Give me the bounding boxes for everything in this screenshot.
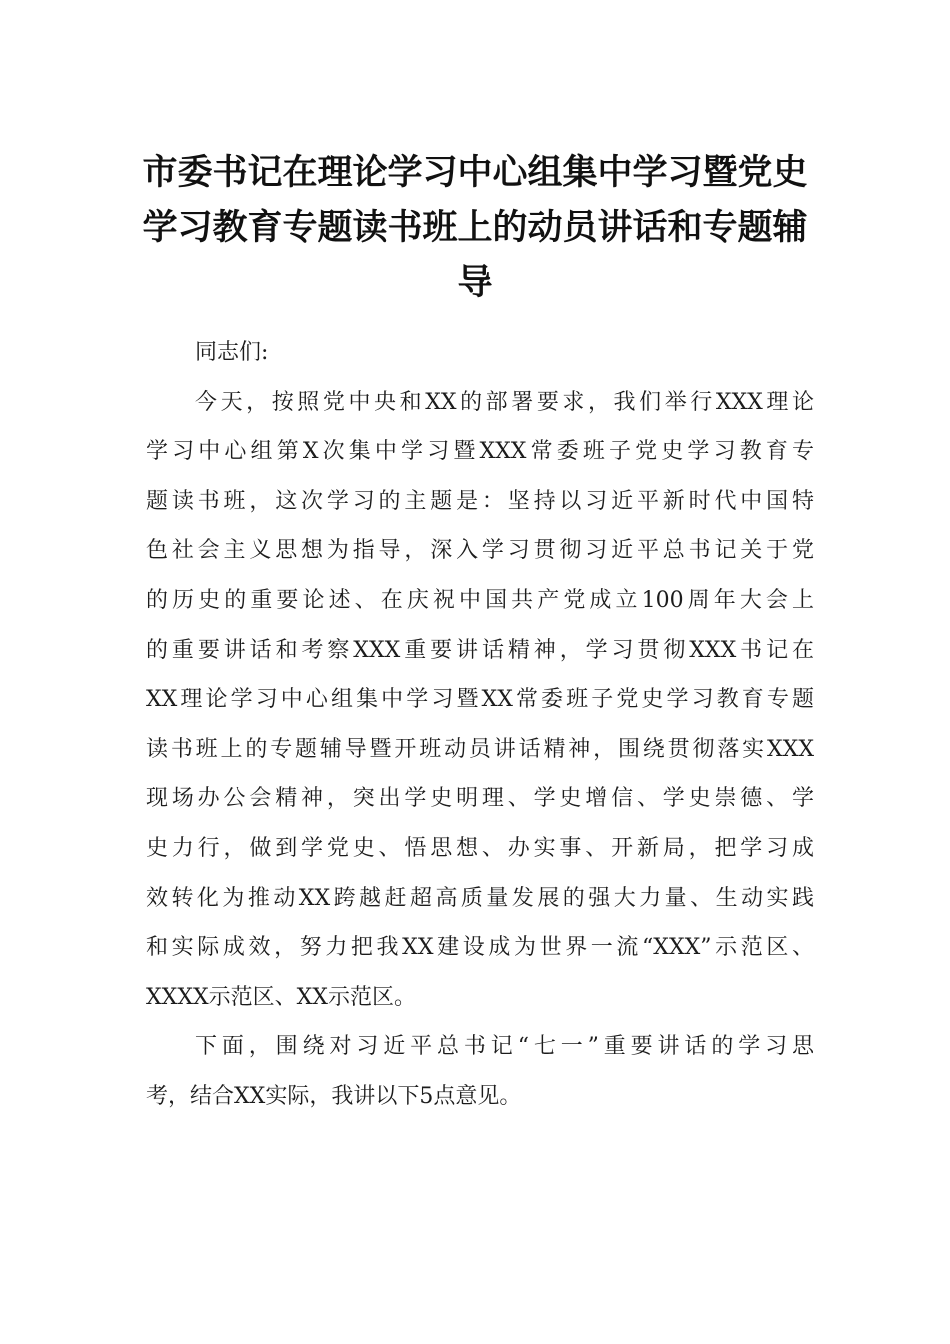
salutation: 同志们: — [195, 340, 269, 365]
paragraph-line: 和实际成效，努力把我XX建设成为世界一流“XXX”示范区、 — [146, 935, 814, 961]
paragraph-intro — [146, 378, 814, 1023]
paragraph-line: XX理论学习中心组集中学习暨XX常委班子党史学习教育专题 — [146, 687, 814, 713]
title-line: 导 — [457, 262, 493, 303]
paragraph-line: 的历史的重要论述、在庆祝中国共产党成立100周年大会上 — [146, 587, 814, 613]
title-line: 学习教育专题读书班上的动员讲话和专题辅 — [142, 207, 808, 248]
paragraph-line: 考，结合XX实际，我讲以下5点意见。 — [146, 1083, 522, 1109]
paragraph-line: 现场办公会精神，突出学史明理、学史增信、学史崇德、学 — [146, 786, 814, 812]
paragraph-line: 史力行，做到学党史、悟思想、办实事、开新局，把学习成 — [146, 835, 814, 861]
paragraph-line: 下面，围绕对习近平总书记“七一”重要讲话的学习思 — [195, 1034, 814, 1060]
document-title — [140, 145, 810, 310]
paragraph-line: 今天，按照党中央和XX的部署要求，我们举行XXX理论 — [195, 389, 814, 415]
paragraph-line: 的重要讲话和考察XXX重要讲话精神，学习贯彻XXX书记在 — [146, 637, 814, 663]
title-line: 市委书记在理论学习中心组集中学习暨党史 — [142, 152, 808, 193]
paragraph-line: 读书班上的专题辅导暨开班动员讲话精神，围绕贯彻落实XXX — [146, 736, 814, 762]
paragraph-line: 题读书班，这次学习的主题是：坚持以习近平新时代中国特 — [146, 488, 814, 514]
paragraph-line: 效转化为推动XX跨越赶超高质量发展的强大力量、生动实践 — [146, 885, 814, 911]
paragraph-outline — [146, 1022, 814, 1121]
paragraph-line: 学习中心组第X次集中学习暨XXX常委班子党史学习教育专 — [146, 439, 814, 465]
paragraph-line: 色社会主义思想为指导，深入学习贯彻习近平总书记关于党 — [146, 538, 814, 564]
paragraph-line: XXXX示范区、XX示范区。 — [146, 984, 416, 1010]
document-body — [146, 328, 814, 1122]
